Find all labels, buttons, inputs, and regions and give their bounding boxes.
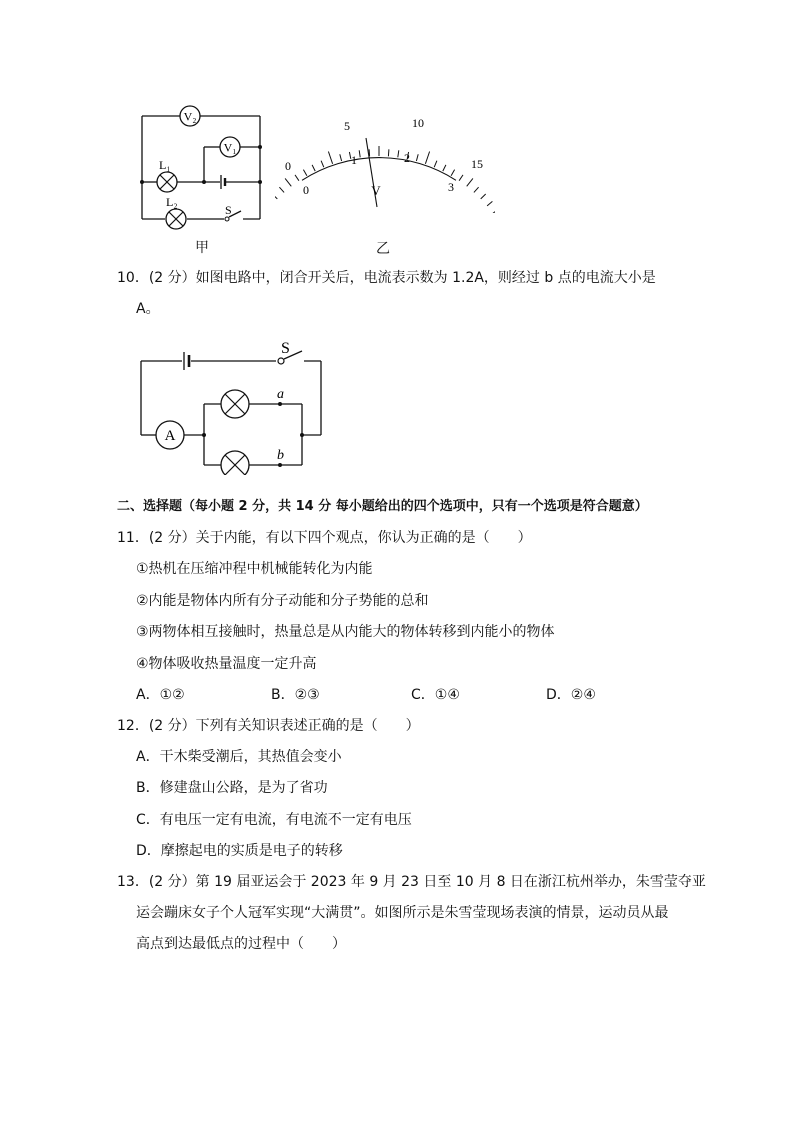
dial-unit-label: V <box>371 183 381 198</box>
dial-tick <box>459 175 463 181</box>
dial-tick <box>425 152 429 164</box>
q12-option-c: C．有电压一定有电流，有电流不一定有电压 <box>136 812 412 828</box>
dial-tick <box>295 175 299 181</box>
lamp-l2 <box>166 209 186 229</box>
dial-tick <box>481 194 486 199</box>
circuit-diagram-q10 <box>130 330 330 475</box>
dial-tick <box>340 154 342 161</box>
dial-tick <box>285 178 291 186</box>
dial-tick <box>474 187 479 192</box>
dial-tick <box>467 178 473 186</box>
circuit-diagram-jia <box>130 98 280 238</box>
lamp-top-q10 <box>221 390 249 418</box>
dial-tick <box>398 150 399 157</box>
lamp-l1 <box>157 172 177 192</box>
q13-stem-line3: 高点到达最低点的过程中（ ） <box>136 936 346 952</box>
q11-statement-2: ②内能是物体内所有分子动能和分子势能的总和 <box>136 593 429 609</box>
q11-option-d: D．②④ <box>546 687 596 703</box>
figure-caption-jia: 甲 <box>195 240 209 256</box>
dial-bottom-label-0: 0 <box>303 183 309 197</box>
point-b-label: b <box>277 448 284 463</box>
dial-tick <box>303 170 307 176</box>
q12-option-d: D．摩擦起电的实质是电子的转移 <box>136 843 343 859</box>
q12-stem: 12．(2 分）下列有关知识表述正确的是（ ） <box>117 718 420 734</box>
dial-tick <box>388 149 389 156</box>
switch-s-q10 <box>278 358 284 364</box>
q11-stem: 11．(2 分）关于内能，有以下四个观点，你认为正确的是（ ） <box>117 530 532 546</box>
voltmeter-v1 <box>220 137 240 157</box>
dial-tick <box>416 154 418 161</box>
dial-tick <box>487 201 492 206</box>
q11-option-c: C．①④ <box>411 687 460 703</box>
voltmeter-dial <box>275 108 495 213</box>
lamp-bottom-q10 <box>221 451 249 475</box>
point-a <box>278 402 282 406</box>
dial-top-label-0: 0 <box>285 159 291 173</box>
switch-s-q10-label: S <box>281 340 290 357</box>
q11-statement-4: ④物体吸收热量温度一定升高 <box>136 656 317 672</box>
q11-option-b: B．②③ <box>271 687 320 703</box>
q13-stem-line1: 13．(2 分）第 19 届亚运会于 2023 年 9 月 23 日至 10 月 8 日在浙江杭州举办，朱雪莹夺亚 <box>117 874 706 890</box>
dial-tick <box>275 194 277 199</box>
dial-tick <box>321 161 324 168</box>
voltmeter-v2-label: V₂ <box>183 109 197 124</box>
q13-stem-line2: 运会蹦床女子个人冠军实现“大满贯”。如图所示是朱雪莹现场表演的情景，运动员从最 <box>136 905 669 921</box>
lamp-l1-label: L₁ <box>159 158 171 172</box>
dial-tick <box>312 165 315 171</box>
point-b <box>278 463 282 467</box>
dial-top-label-5: 5 <box>344 119 350 133</box>
section-heading: 二、选择题（每小题 2 分，共 14 分 每小题给出的四个选项中，只有一个选项是符合题意） <box>117 499 648 514</box>
dial-bottom-label-1: 1 <box>351 153 357 167</box>
switch-s-label: S <box>225 203 232 217</box>
dial-tick <box>451 170 455 176</box>
dial-tick <box>328 152 332 164</box>
dial-top-label-10: 10 <box>412 116 424 130</box>
q11-statement-3: ③两物体相互接触时，热量总是从内能大的物体转移到内能小的物体 <box>136 624 555 640</box>
dial-tick <box>359 150 360 157</box>
dial-tick <box>279 187 284 192</box>
dial-tick <box>493 209 495 213</box>
voltmeter-v1-label: V₁ <box>223 140 237 155</box>
switch-s <box>225 217 229 221</box>
point-a-label: a <box>277 387 284 402</box>
dial-bottom-label-3: 3 <box>448 180 454 194</box>
figure-caption-yi: 乙 <box>376 241 390 257</box>
q12-option-b: B．修建盘山公路，是为了省功 <box>136 780 328 796</box>
dial-bottom-label-2: 2 <box>404 151 410 165</box>
dial-top-label-15: 15 <box>471 157 483 171</box>
ammeter-label: A <box>164 428 176 444</box>
q10-stem-line2: A。 <box>136 301 160 317</box>
voltmeter-v2 <box>180 106 200 126</box>
q10-stem-line1: 10．(2 分）如图电路中，闭合开关后，电流表示数为 1.2A，则经过 b 点的电流大小是 <box>117 270 656 286</box>
dial-tick <box>443 165 446 171</box>
ammeter <box>156 421 184 449</box>
q11-option-a: A．①② <box>136 687 185 703</box>
lamp-l2-label: L₂ <box>166 195 178 209</box>
q12-option-a: A．干木柴受潮后，其热值会变小 <box>136 749 342 765</box>
dial-tick <box>434 161 437 168</box>
q11-statement-1: ①热机在压缩冲程中机械能转化为内能 <box>136 561 373 577</box>
